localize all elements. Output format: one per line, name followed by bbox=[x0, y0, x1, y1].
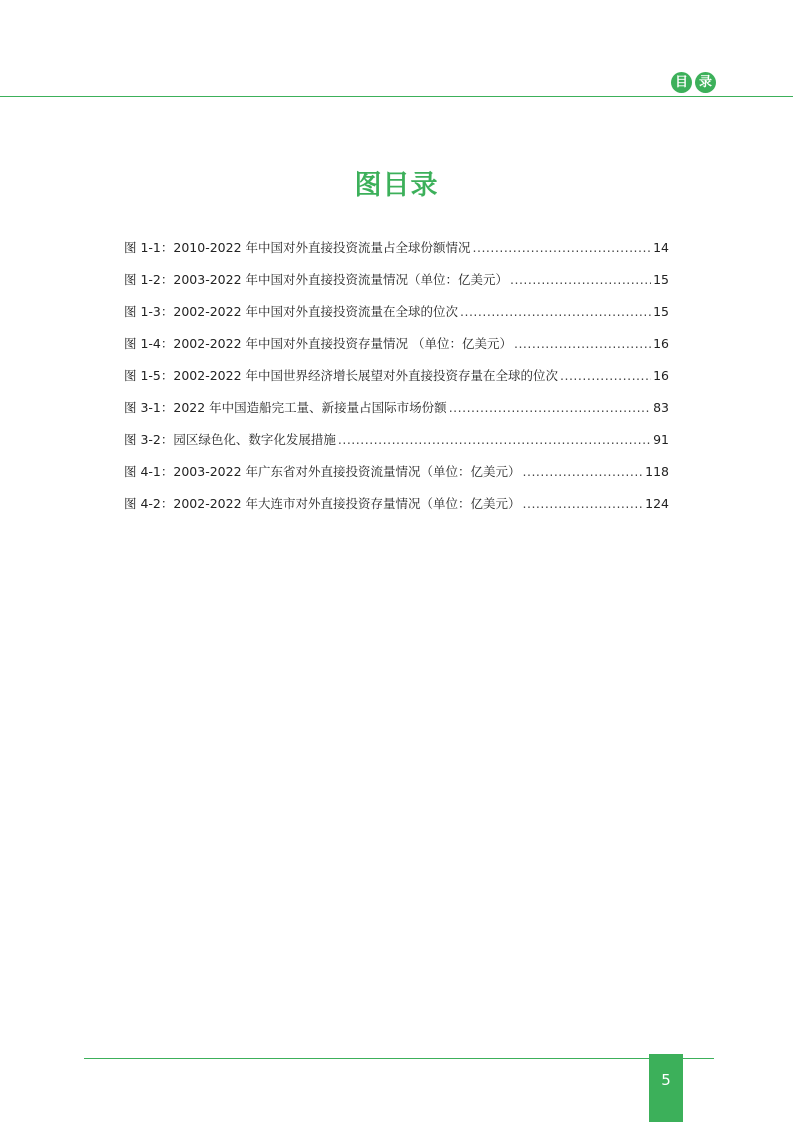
toc-entry-page: 118 bbox=[645, 464, 669, 479]
section-mark-char: 目 bbox=[671, 72, 692, 93]
toc-entry-label: 图 1-3：2002-2022 年中国对外直接投资流量在全球的位次 bbox=[124, 304, 458, 319]
dot-leader bbox=[510, 272, 651, 288]
toc-entry-page: 16 bbox=[653, 336, 669, 351]
dot-leader bbox=[460, 304, 651, 320]
toc-entry-page: 83 bbox=[653, 400, 669, 415]
toc-entry-page: 16 bbox=[653, 368, 669, 383]
section-mark-char: 录 bbox=[695, 72, 716, 93]
toc-entry[interactable] bbox=[124, 400, 669, 432]
page-number-tab bbox=[649, 1054, 683, 1122]
toc-entry-page: 15 bbox=[653, 304, 669, 319]
toc-entry-page: 15 bbox=[653, 272, 669, 287]
toc-entry-label: 图 1-1：2010-2022 年中国对外直接投资流量占全球份额情况 bbox=[124, 240, 471, 255]
toc-entry[interactable] bbox=[124, 336, 669, 368]
toc-entry-label: 图 4-2：2002-2022 年大连市对外直接投资存量情况（单位：亿美元） bbox=[124, 496, 521, 511]
section-mark bbox=[671, 72, 716, 93]
dot-leader bbox=[473, 240, 652, 256]
dot-leader bbox=[449, 400, 651, 416]
dot-leader bbox=[523, 496, 644, 512]
footer-rule bbox=[84, 1058, 714, 1059]
toc-entry-page: 91 bbox=[653, 432, 669, 447]
toc-entry-label: 图 3-1：2022 年中国造船完工量、新接量占国际市场份额 bbox=[124, 400, 447, 415]
figure-list bbox=[124, 240, 669, 528]
toc-entry-label: 图 3-2：园区绿色化、数字化发展措施 bbox=[124, 432, 336, 447]
page-title: 图目录 bbox=[354, 170, 439, 201]
toc-entry[interactable] bbox=[124, 304, 669, 336]
toc-entry[interactable] bbox=[124, 368, 669, 400]
toc-entry-label: 图 1-5：2002-2022 年中国世界经济增长展望对外直接投资存量在全球的位次 bbox=[124, 368, 558, 383]
toc-entry-page: 14 bbox=[653, 240, 669, 255]
toc-entry[interactable] bbox=[124, 496, 669, 528]
toc-entry[interactable] bbox=[124, 464, 669, 496]
toc-entry-page: 124 bbox=[645, 496, 669, 511]
toc-entry-label: 图 1-4：2002-2022 年中国对外直接投资存量情况 （单位：亿美元） bbox=[124, 336, 512, 351]
toc-entry-label: 图 4-1：2003-2022 年广东省对外直接投资流量情况（单位：亿美元） bbox=[124, 464, 521, 479]
dot-leader bbox=[523, 464, 644, 480]
toc-entry[interactable] bbox=[124, 240, 669, 272]
page-number: 5 bbox=[661, 1071, 671, 1089]
toc-entry-label: 图 1-2：2003-2022 年中国对外直接投资流量情况（单位：亿美元） bbox=[124, 272, 508, 287]
header-rule bbox=[0, 96, 793, 97]
dot-leader bbox=[560, 368, 651, 384]
dot-leader bbox=[514, 336, 651, 352]
toc-entry[interactable] bbox=[124, 272, 669, 304]
dot-leader bbox=[338, 432, 651, 448]
toc-entry[interactable] bbox=[124, 432, 669, 464]
